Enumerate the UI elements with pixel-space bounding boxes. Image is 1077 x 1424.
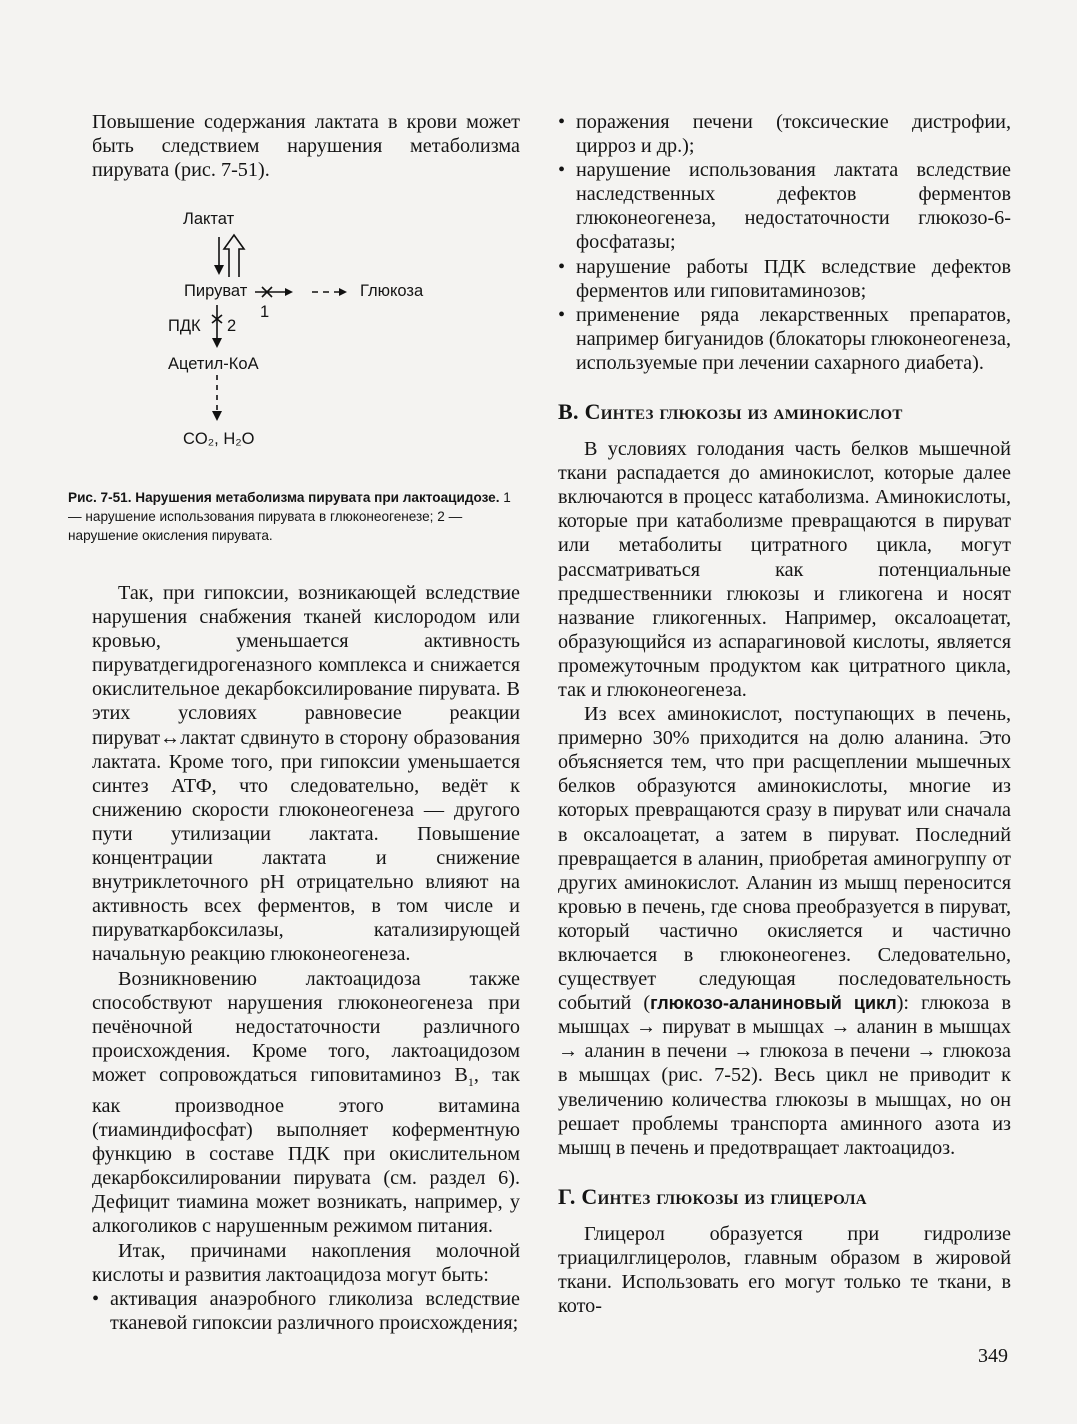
pyruvate-metabolism-diagram bbox=[92, 205, 522, 465]
p2-part-a: Возникновению лактоацидоза также способствуют нарушения глюконеогенеза при печёночной недостаточности различного происхождения. Кроме того, лактоацидозом может сопровождаться гиповитаминоз В bbox=[92, 967, 520, 1086]
liver-insufficiency-paragraph bbox=[92, 967, 520, 1239]
caption-title: Рис. 7-51. Нарушения метаболизма пирувата при лактоацидозе. bbox=[68, 490, 500, 505]
intro-paragraph: Повышение содержания лактата в крови может быть следствием нарушения метаболизма пирувата (рис. 7-51). bbox=[92, 111, 520, 182]
causes-list-left bbox=[92, 1287, 520, 1335]
list-item-text: поражения печени (токсические дистрофии, цирроз и др.); bbox=[576, 111, 1011, 158]
list-item-text: нарушение работы ПДК вследствие дефектов ферментов или гиповитаминозов; bbox=[576, 255, 1011, 302]
causes-list-right bbox=[558, 110, 1011, 375]
amino-acids-paragraph: В условиях голодания часть белков мышечной ткани распадается до аминокислот, которые далее включаются в процесс катаболизма. Аминокислоты, которые при катаболизме превращаются в пируват или метаболиты цитратного цикла, могут рассматриваться как потенциальные предшественники глюкозы и гликогена и носят название гликогенных. Например, оксалоацетат, образующийся из аспарагиновой кислоты, является промежуточным продуктом как цитратного цикла, так и глюконеогенеза. bbox=[558, 438, 1011, 701]
right-column-text bbox=[558, 110, 1011, 1318]
causes-paragraph: Итак, причинами накопления молочной кислоты и развития лактоацидоза могут быть: bbox=[92, 1239, 520, 1286]
list-item-text: активация анаэробного гликолиза вследствие тканевой гипоксии различного происхождения; bbox=[110, 1287, 520, 1334]
list-item bbox=[558, 255, 1011, 303]
list-item bbox=[558, 158, 1011, 254]
list-item bbox=[92, 1287, 520, 1335]
alanine-part-a: Из всех аминокислот, поступающих в печень, примерно 30% приходится на долю аланина. Это объясняется тем, что при расщеплении мышечных белков образуются аминокислоты, многие из которых превращаются сразу в пируват или сначала в оксалоацетат, а затем в пируват. Последний превращается в аланин, приобретая аминогруппу от других аминокислот. Аланин из мышц переносится кровью в печень, где снова преобразуется в пируват, который частично окисляется и частично включается в глюконеогенез. Следовательно, существует следующая последовательность событий ( bbox=[558, 703, 1011, 1015]
glycerol-paragraph: Глицерол образуется при гидролизе триацилглицеролов, главным образом в жировой ткани. Использовать его могут только те ткани, в кото- bbox=[558, 1222, 1011, 1318]
p2-part-b: , так как производное этого витамина (тиаминдифосфат) выполняет коферментную функцию в составе ПДК при окислительном декарбоксилировании пирувата (см. раздел 6). Дефицит тиамина может возникать, например, у алкоголиков с нарушенным режимом питания. bbox=[92, 1063, 520, 1238]
bullet-dot: • bbox=[558, 303, 566, 326]
list-item bbox=[558, 110, 1011, 158]
list-item-text: нарушение использования лактата вследствие наследственных дефектов ферментов глюконеогенеза, недостаточности глюкозо-6-фосфатазы; bbox=[576, 159, 1011, 254]
glucose-alanine-cycle-term: глюкозо-аланиновый цикл bbox=[650, 993, 897, 1014]
caption-text: 1 — нарушение использования пирувата в глюконеогенезе; 2 — нарушение окисления пирувата. bbox=[68, 490, 511, 543]
list-item-text: применение ряда лекарственных препаратов, например бигуанидов (блокаторы глюконеогенеза, используемые при лечении сахарного диабета). bbox=[576, 303, 1011, 374]
bullet-dot: • bbox=[92, 1287, 100, 1310]
section-heading-amino-acids: В. Синтез глюкозы из аминокислот bbox=[558, 399, 903, 425]
left-intro-text bbox=[92, 110, 520, 182]
section-heading-glycerol: Г. Синтез глюкозы из глицерола bbox=[558, 1183, 867, 1209]
diagram-number-2: 2 bbox=[227, 317, 237, 335]
diagram-lactate-label: Лактат bbox=[183, 210, 235, 228]
left-main-text bbox=[92, 581, 520, 1335]
page-number: 349 bbox=[978, 1345, 1008, 1367]
diagram-pdk-label: ПДК bbox=[168, 317, 201, 335]
diagram-acetyl-coa-label: Ацетил-КоА bbox=[168, 355, 259, 373]
figure-caption bbox=[68, 488, 524, 545]
alanine-part-b: ): глюкоза в мышцах → пируват в мышцах → аланин в мышцах → аланин в печени → глюкоза в печени → глюкоза в мышцах (рис. 7-52). Весь цикл не приводит к увеличению количества глюкозы в мышцах, но он решает проблемы транспорта аминного азота из мышц в печень и предотвращает лактоацидоз. bbox=[558, 992, 1012, 1159]
p2-subscript: 1 bbox=[467, 1074, 474, 1089]
bullet-dot: • bbox=[558, 111, 566, 133]
diagram-pyruvate-label: Пируват bbox=[184, 282, 248, 300]
bullet-dot: • bbox=[558, 255, 566, 278]
diagram-co2-h2o-label: CO₂, H₂O bbox=[183, 430, 255, 448]
list-item bbox=[558, 303, 1011, 375]
diagram-arrows bbox=[92, 205, 522, 465]
diagram-glucose-label: Глюкоза bbox=[360, 282, 424, 300]
alanine-cycle-paragraph bbox=[558, 702, 1011, 1160]
bullet-dot: • bbox=[558, 159, 566, 182]
diagram-number-1: 1 bbox=[260, 303, 270, 321]
hypoxia-paragraph: Так, при гипоксии, возникающей вследствие нарушения снабжения тканей кислородом или кровью, уменьшается активность пируватдегидрогеназного комплекса и снижается окислительное декарбоксилирование пирувата. В этих условиях равновесие реакции пируват↔лактат сдвинуто в сторону образования лактата. Кроме того, при гипоксии уменьшается синтез АТФ, что следовательно, ведёт к снижению скорости глюконеогенеза — другого пути утилизации лактата. Повышение концентрации лактата и снижение внутриклеточного рН отрицательно влияют на активность всех ферментов, в том числе и пируваткарбоксилазы, катализирующей начальную реакцию глюконеогенеза. bbox=[92, 582, 520, 966]
